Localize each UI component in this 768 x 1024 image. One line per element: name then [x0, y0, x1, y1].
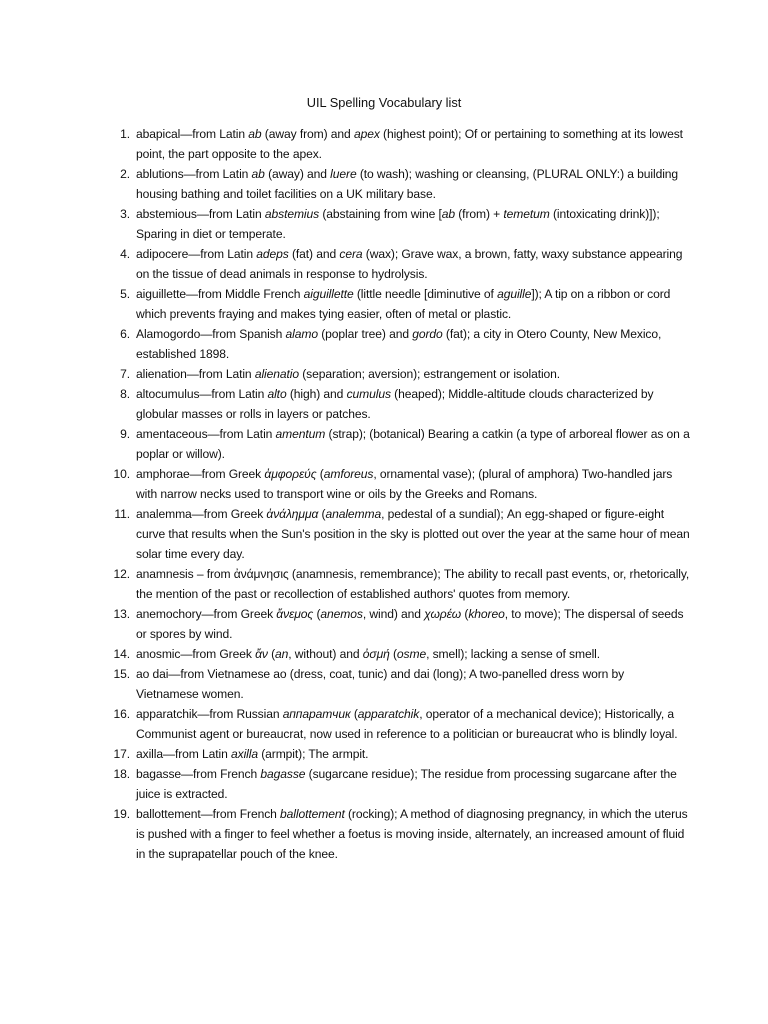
vocab-entry: [100, 464, 690, 504]
etymon-italic: ἄν: [255, 647, 268, 661]
entry-text: [136, 707, 678, 741]
etymon-italic: amentum: [275, 427, 326, 441]
entry-segment: abstemious—from Latin: [136, 207, 265, 221]
entry-segment: (strap); (botanical) Bearing a catkin (a type of arboreal flower as on a poplar or willow).: [136, 427, 690, 461]
etymon-italic: analemma: [325, 507, 382, 521]
vocab-entry: [100, 124, 690, 164]
entry-segment: (: [389, 647, 397, 661]
vocab-entry: [100, 644, 690, 664]
entry-number: 1.: [120, 127, 130, 141]
entry-number: 17.: [113, 747, 130, 761]
entry-segment: (: [350, 707, 358, 721]
etymon-italic: apex: [353, 127, 380, 141]
vocab-entry: [100, 384, 690, 424]
entry-segment: , without) and: [288, 647, 363, 661]
entry-segment: axilla—from Latin: [136, 747, 231, 761]
entry-number: 16.: [113, 707, 130, 721]
etymon-italic: adeps: [256, 247, 289, 261]
entry-segment: ]); A tip on a ribbon or cord which prevents fraying and makes tying easier, often of metal or plastic.: [136, 287, 671, 321]
etymon-italic: ἀνάλημμα: [266, 507, 319, 521]
etymon-italic: aiguillette: [303, 287, 354, 301]
entry-text: [136, 387, 653, 421]
entry-number: 4.: [120, 247, 130, 261]
entry-segment: (: [461, 607, 469, 621]
entry-segment: Alamogordo—from Spanish: [136, 327, 286, 341]
etymon-italic: alamo: [285, 327, 318, 341]
entry-number: 18.: [113, 767, 130, 781]
entry-text: [136, 247, 682, 281]
entry-segment: anamnesis – from ἀνάμνησις (anamnesis, remembrance); The ability to recall past events, or, rhetorically, the mention of the past or recollection of established authors' quotes from memory.: [136, 567, 690, 601]
etymon-italic: ἀμφορεύς: [264, 467, 317, 481]
entry-segment: (to wash); washing or cleansing, (PLURAL ONLY:) a building housing bathing and toilet facilities on a UK military base.: [136, 167, 679, 201]
etymon-italic: аппаратчик: [282, 707, 351, 721]
entry-text: [136, 607, 683, 641]
entry-number: 7.: [120, 367, 130, 381]
entry-segment: , to move); The dispersal of seeds or spores by wind.: [136, 607, 684, 641]
etymon-italic: luere: [330, 167, 357, 181]
etymon-italic: osme: [396, 647, 427, 661]
entry-segment: (heaped); Middle-altitude clouds characterized by globular masses or rolls in layers or patches.: [136, 387, 654, 421]
entry-number: 9.: [120, 427, 130, 441]
vocab-entry: [100, 804, 690, 864]
etymon-italic: cumulus: [346, 387, 391, 401]
entry-number: 2.: [120, 167, 130, 181]
vocab-entry: [100, 424, 690, 464]
entry-text: [136, 287, 670, 321]
entry-text: [136, 507, 690, 561]
entry-segment: (wax); Grave wax, a brown, fatty, waxy substance appearing on the tissue of dead animals in response to hydrolysis.: [136, 247, 683, 281]
entry-text: [136, 747, 368, 761]
entry-number: 3.: [120, 207, 130, 221]
entry-text: [136, 767, 677, 801]
etymon-italic: alienatio: [254, 367, 299, 381]
entry-number: 8.: [120, 387, 130, 401]
entry-segment: (: [318, 507, 326, 521]
vocab-entry: [100, 604, 690, 644]
etymon-italic: ἄνεμος: [276, 607, 314, 621]
etymon-italic: ab: [248, 127, 262, 141]
etymon-italic: apparatchik: [357, 707, 420, 721]
entry-segment: (from) +: [455, 207, 504, 221]
entry-segment: amphorae—from Greek: [136, 467, 265, 481]
vocab-entry: [100, 204, 690, 244]
entry-segment: (: [313, 607, 321, 621]
entry-number: 15.: [113, 667, 130, 681]
vocab-entry: [100, 244, 690, 284]
entry-segment: anosmic—from Greek: [136, 647, 256, 661]
entry-number: 6.: [120, 327, 130, 341]
entry-segment: ao dai—from Vietnamese ao (dress, coat, tunic) and dai (long); A two-panelled dress worn by Vietnamese women.: [136, 667, 625, 701]
entry-number: 10.: [113, 467, 130, 481]
entry-number: 19.: [113, 807, 130, 821]
entry-segment: ablutions—from Latin: [136, 167, 252, 181]
entry-number: 11.: [114, 507, 130, 521]
entry-number: 14.: [113, 647, 130, 661]
etymon-italic: axilla: [231, 747, 258, 761]
etymon-italic: ab: [251, 167, 265, 181]
entry-text: [136, 647, 600, 661]
etymon-italic: khoreo: [468, 607, 505, 621]
entry-text: [136, 807, 688, 861]
vocab-entry: [100, 664, 690, 704]
entry-segment: , ornamental vase); (plural of amphora) Two-handled jars with narrow necks used to transport wine or oils by the Greeks and Romans.: [136, 467, 673, 501]
entry-segment: (: [316, 467, 324, 481]
entry-text: [136, 427, 690, 461]
entry-text: [136, 667, 624, 701]
entry-segment: anemochory—from Greek: [136, 607, 277, 621]
etymon-italic: cera: [339, 247, 363, 261]
entry-segment: (abstaining from wine [: [319, 207, 442, 221]
entry-text: [136, 127, 683, 161]
vocab-entry: [100, 744, 690, 764]
vocab-entry: [100, 364, 690, 384]
entry-segment: (separation; aversion); estrangement or isolation.: [298, 367, 561, 381]
etymon-italic: an: [275, 647, 289, 661]
entry-segment: (fat); a city in Otero County, New Mexico, established 1898.: [136, 327, 662, 361]
etymon-italic: χωρέω: [424, 607, 462, 621]
vocab-entry: [100, 504, 690, 564]
vocabulary-list: [100, 124, 690, 864]
etymon-italic: anemos: [320, 607, 363, 621]
entry-segment: (highest point); Of or pertaining to something at its lowest point, the part opposite to the apex.: [136, 127, 683, 161]
etymon-italic: temetum: [503, 207, 550, 221]
entry-segment: (sugarcane residue); The residue from processing sugarcane after the juice is extracted.: [136, 767, 677, 801]
entry-segment: (away from) and: [261, 127, 354, 141]
etymon-italic: ὀσμή: [362, 647, 390, 661]
etymon-italic: abstemius: [264, 207, 320, 221]
entry-segment: (fat) and: [288, 247, 340, 261]
entry-text: [136, 567, 689, 601]
entry-segment: adipocere—from Latin: [136, 247, 257, 261]
entry-segment: abapical—from Latin: [136, 127, 249, 141]
entry-number: 13.: [113, 607, 130, 621]
entry-segment: aiguillette—from Middle French: [136, 287, 304, 301]
entry-text: [136, 467, 672, 501]
entry-segment: , wind) and: [362, 607, 425, 621]
entry-segment: (armpit); The armpit.: [257, 747, 369, 761]
entry-segment: (intoxicating drink)]); Sparing in diet or temperate.: [136, 207, 660, 241]
entry-segment: (: [267, 647, 276, 661]
vocab-entry: [100, 284, 690, 324]
etymon-italic: amforeus: [323, 467, 374, 481]
entry-segment: ballottement—from French: [136, 807, 281, 821]
etymon-italic: alto: [267, 387, 287, 401]
entry-segment: , operator of a mechanical device); Historically, a Communist agent or bureaucrat, now used in reference to a politician or bureaucrat who is blindly loyal.: [136, 707, 678, 741]
entry-segment: analemma—from Greek: [136, 507, 267, 521]
etymon-italic: ballottement: [280, 807, 345, 821]
entry-text: [136, 167, 678, 201]
entry-segment: , smell); lacking a sense of smell.: [426, 647, 601, 661]
entry-text: [136, 327, 661, 361]
entry-segment: alienation—from Latin: [136, 367, 255, 381]
entry-segment: (away) and: [264, 167, 331, 181]
vocab-entry: [100, 164, 690, 204]
etymon-italic: bagasse: [260, 767, 306, 781]
entry-segment: bagasse—from French: [136, 767, 261, 781]
vocab-entry: [100, 764, 690, 804]
entry-segment: amentaceous—from Latin: [136, 427, 276, 441]
entry-segment: (high) and: [286, 387, 347, 401]
entry-segment: , pedestal of a sundial); An egg-shaped or figure-eight curve that results when the Sun's position in the sky is plotted out over the year at the same hour of mean solar time every day.: [136, 507, 690, 561]
entry-number: 5.: [120, 287, 130, 301]
etymon-italic: aguille: [497, 287, 532, 301]
entry-number: 12.: [113, 567, 130, 581]
etymon-italic: gordo: [412, 327, 443, 341]
vocab-entry: [100, 324, 690, 364]
entry-segment: altocumulus—from Latin: [136, 387, 268, 401]
entry-text: [136, 367, 560, 381]
vocab-entry: [100, 704, 690, 744]
document-title: UIL Spelling Vocabulary list: [306, 95, 462, 110]
entry-segment: (poplar tree) and: [317, 327, 413, 341]
entry-segment: apparatchik—from Russian: [136, 707, 283, 721]
entry-text: [136, 207, 660, 241]
entry-segment: (rocking); A method of diagnosing pregnancy, in which the uterus is pushed with a finger to feel whether a foetus is moving inside, alternately, an increased amount of fluid in the suprapatellar pouch of the knee.: [136, 807, 688, 861]
etymon-italic: ab: [441, 207, 455, 221]
vocab-entry: [100, 564, 690, 604]
entry-segment: (little needle [diminutive of: [353, 287, 498, 301]
